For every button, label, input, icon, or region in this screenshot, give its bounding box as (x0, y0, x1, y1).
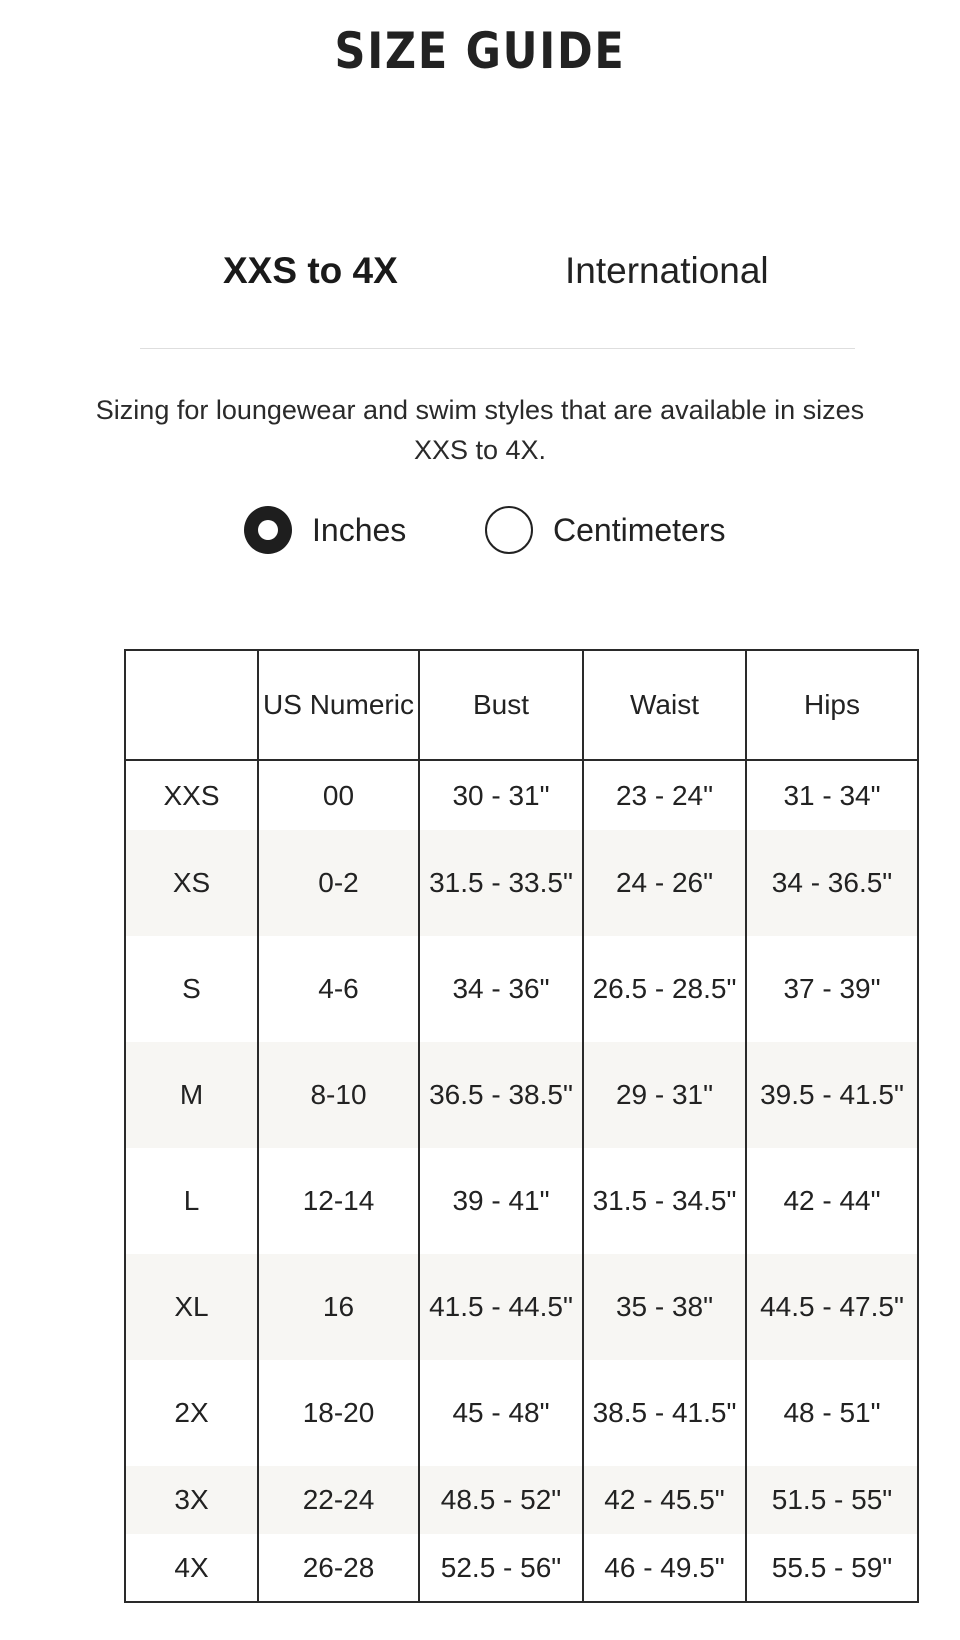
cell-us-numeric: 8-10 (258, 1042, 419, 1148)
cell-size: M (125, 1042, 258, 1148)
cell-waist: 24 - 26" (583, 830, 746, 936)
cell-waist: 46 - 49.5" (583, 1534, 746, 1602)
header-waist: Waist (583, 650, 746, 760)
cell-bust: 31.5 - 33.5" (419, 830, 583, 936)
inches-label: Inches (312, 511, 407, 548)
cell-waist: 35 - 38" (583, 1254, 746, 1360)
cell-us-numeric: 4-6 (258, 936, 419, 1042)
inches-radio[interactable] (244, 506, 292, 554)
unit-option-inches[interactable] (244, 503, 406, 557)
tab-divider (140, 348, 855, 349)
cell-us-numeric: 22-24 (258, 1466, 419, 1534)
cell-hips: 44.5 - 47.5" (746, 1254, 918, 1360)
cell-size: S (125, 936, 258, 1042)
cell-waist: 31.5 - 34.5" (583, 1148, 746, 1254)
table-row (125, 1534, 918, 1602)
tab-xxs-to-4x[interactable]: XXS to 4X (223, 250, 398, 291)
table-row (125, 760, 918, 830)
cell-bust: 41.5 - 44.5" (419, 1254, 583, 1360)
cell-us-numeric: 00 (258, 760, 419, 830)
cell-bust: 34 - 36" (419, 936, 583, 1042)
header-size (125, 650, 258, 760)
header-hips: Hips (746, 650, 918, 760)
cell-size: XL (125, 1254, 258, 1360)
cell-bust: 48.5 - 52" (419, 1466, 583, 1534)
table-row (125, 830, 918, 936)
cell-bust: 52.5 - 56" (419, 1534, 583, 1602)
cell-size: 4X (125, 1534, 258, 1602)
cell-hips: 55.5 - 59" (746, 1534, 918, 1602)
cell-hips: 37 - 39" (746, 936, 918, 1042)
cell-hips: 31 - 34" (746, 760, 918, 830)
header-us-numeric: US Numeric (258, 650, 419, 760)
tab-international[interactable]: International (565, 250, 769, 291)
cell-waist: 23 - 24" (583, 760, 746, 830)
cell-waist: 26.5 - 28.5" (583, 936, 746, 1042)
cell-us-numeric: 12-14 (258, 1148, 419, 1254)
cell-us-numeric: 16 (258, 1254, 419, 1360)
cell-bust: 39 - 41" (419, 1148, 583, 1254)
cell-bust: 36.5 - 38.5" (419, 1042, 583, 1148)
cell-hips: 48 - 51" (746, 1360, 918, 1466)
cell-us-numeric: 26-28 (258, 1534, 419, 1602)
centimeters-radio[interactable] (485, 506, 533, 554)
cell-us-numeric: 18-20 (258, 1360, 419, 1466)
cell-waist: 29 - 31" (583, 1042, 746, 1148)
cell-hips: 51.5 - 55" (746, 1466, 918, 1534)
cell-bust: 45 - 48" (419, 1360, 583, 1466)
size-table (124, 649, 919, 1603)
unit-option-centimeters[interactable] (485, 503, 726, 557)
table-header-row (125, 650, 918, 760)
cell-size: 3X (125, 1466, 258, 1534)
cell-bust: 30 - 31" (419, 760, 583, 830)
cell-waist: 42 - 45.5" (583, 1466, 746, 1534)
table-row (125, 1254, 918, 1360)
size-table-container (124, 649, 917, 1603)
cell-waist: 38.5 - 41.5" (583, 1360, 746, 1466)
cell-hips: 34 - 36.5" (746, 830, 918, 936)
table-row (125, 1042, 918, 1148)
table-row (125, 1148, 918, 1254)
cell-hips: 42 - 44" (746, 1148, 918, 1254)
size-tabs (0, 250, 960, 300)
table-row (125, 1360, 918, 1466)
unit-toggle (0, 503, 960, 557)
cell-size: XXS (125, 760, 258, 830)
table-row (125, 936, 918, 1042)
centimeters-label: Centimeters (553, 511, 726, 548)
cell-us-numeric: 0-2 (258, 830, 419, 936)
cell-size: L (125, 1148, 258, 1254)
header-bust: Bust (419, 650, 583, 760)
page-title: SIZE GUIDE (334, 22, 626, 80)
cell-hips: 39.5 - 41.5" (746, 1042, 918, 1148)
cell-size: 2X (125, 1360, 258, 1466)
cell-size: XS (125, 830, 258, 936)
table-row (125, 1466, 918, 1534)
size-description: Sizing for loungewear and swim styles that are available in sizes XXS to 4X. (95, 395, 865, 465)
